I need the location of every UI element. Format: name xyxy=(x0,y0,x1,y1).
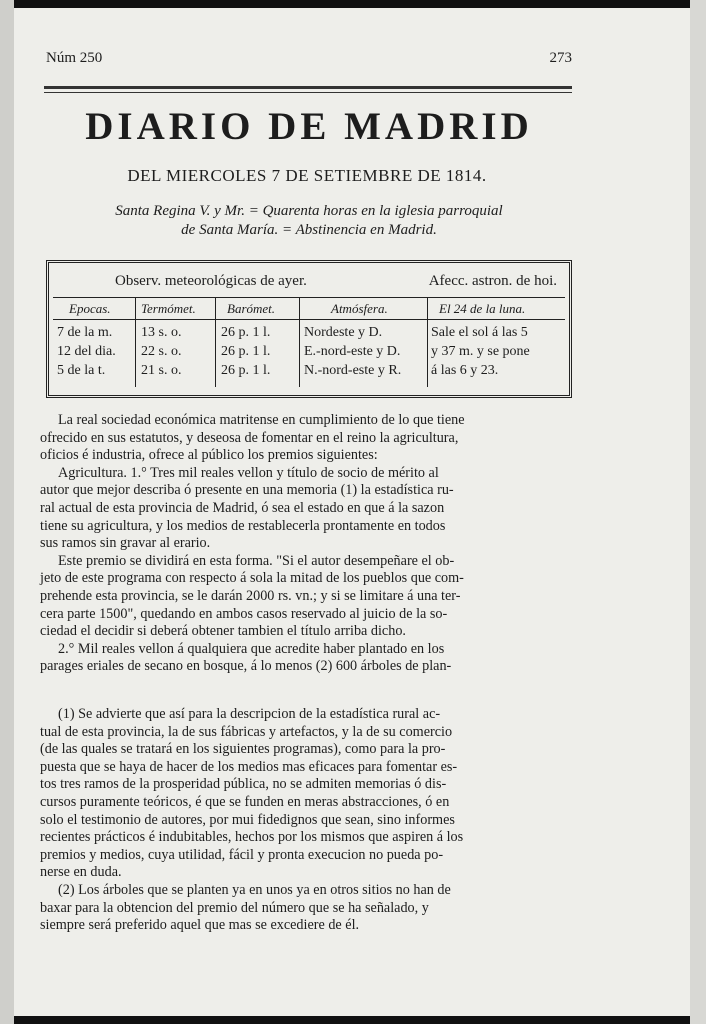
column-divider xyxy=(299,297,300,387)
saints-line: Santa Regina V. y Mr. = Quarenta horas en la iglesia parroquial xyxy=(115,203,503,219)
astro-title: Afecc. astron. de hoi. xyxy=(428,273,557,289)
cell-atm: E.-nord-este y D. xyxy=(304,344,401,359)
footnote-line: puesta que se haya de hacer de los medios mas eficaces para fomentar es- xyxy=(40,758,458,775)
cell-term: 21 s. o. xyxy=(141,363,182,378)
saints-of-day xyxy=(44,202,574,240)
body-line: ral actual de esta provincia de Madrid, ó sea el estado en que á la sazon xyxy=(40,499,445,516)
masthead-title: DIARIO DE MADRID xyxy=(85,105,533,148)
col-header-atmosfera: Atmósfera. xyxy=(331,301,388,316)
footnotes xyxy=(40,706,574,935)
cell-barom: 26 p. 1 l. xyxy=(221,363,271,378)
header-rule-thick xyxy=(44,86,572,89)
body-line: autor que mejor describa ó presente en una memoria (1) la estadística ru- xyxy=(40,482,454,499)
footnote-line: baxar para la obtencion del premio del número que se ha señalado, y xyxy=(40,899,429,916)
footnote-line: premios y medios, cuya utilidad, fácil y pronta execucion no pueda po- xyxy=(40,846,444,863)
body-line: 2.° Mil reales vellon á qualquiera que acredite haber plantado en los xyxy=(58,640,445,657)
col-header-epocas: Epocas. xyxy=(69,301,111,316)
cell-term: 13 s. o. xyxy=(141,325,182,340)
cell-barom: 26 p. 1 l. xyxy=(221,325,271,340)
body-line: Agricultura. 1.° Tres mil reales vellon y título de socio de mérito al xyxy=(58,464,439,481)
col-header-luna: El 24 de la luna. xyxy=(439,301,526,316)
footnote-line: recientes prácticos é indubitables, hechos por los mismos que aspiren á los xyxy=(40,829,464,846)
col-header-barometro: Barómet. xyxy=(227,301,276,316)
left-page-edge xyxy=(0,0,14,1024)
footnote-line: nerse en duda. xyxy=(40,864,122,881)
body-line: cera parte 1500", quedando en ambos casos reservado al juicio de la so- xyxy=(40,605,448,622)
col-header-termometro: Termómet. xyxy=(141,301,196,316)
footnote-line: (de las quales se tratará en los siguientes programas), como para la pro- xyxy=(40,741,446,758)
footnote-line: solo el testimonio de autores, por mui fidedignos que sean, sino informes xyxy=(40,811,455,828)
cell-astro: y 37 m. y se pone xyxy=(431,344,530,359)
body-line: parages eriales de secano en bosque, á lo menos (2) 600 árboles de plan- xyxy=(40,658,452,675)
weather-table xyxy=(46,260,572,398)
column-divider xyxy=(135,297,136,387)
page-number: 273 xyxy=(549,50,572,66)
right-page-edge xyxy=(690,0,706,1024)
cell-epoca: 7 de la m. xyxy=(57,325,113,340)
weather-title: Observ. meteorológicas de ayer. xyxy=(115,273,307,289)
body-line: jeto de este programa con respecto á sola la mitad de los pueblos que com- xyxy=(40,570,464,587)
body-line: prehende esta provincia, se le darán 2000 rs. vn.; y si se limitare á una ter- xyxy=(40,587,461,604)
table-divider xyxy=(53,297,565,298)
header-rule-thin xyxy=(44,92,572,93)
cell-barom: 26 p. 1 l. xyxy=(221,344,271,359)
cell-epoca: 12 del dia. xyxy=(57,344,116,359)
body-line: ofrecido en sus estatutos, y deseosa de fomentar en el reino la agricultura, xyxy=(40,429,459,446)
cell-atm: Nordeste y D. xyxy=(304,325,383,340)
cell-epoca: 5 de la t. xyxy=(57,363,106,378)
footnote-line: (1) Se advierte que así para la descripcion de la estadística rural ac- xyxy=(58,706,441,722)
body-line: oficios é industria, ofrece al público los premios siguientes: xyxy=(40,447,378,464)
issue-number: Núm 250 xyxy=(46,50,103,66)
column-divider xyxy=(427,297,428,387)
footnote-line: (2) Los árboles que se planten ya en unos ya en otros sitios no han de xyxy=(58,881,451,898)
footnote-line: siempre será preferido aquel que mas se excediere de él. xyxy=(40,917,360,934)
table-divider xyxy=(53,319,565,320)
body-line: sus ramos sin gravar al erario. xyxy=(40,535,211,552)
body-line: Este premio se dividirá en esta forma. "Si el autor desempeñare el ob- xyxy=(58,552,455,569)
body-line: tiene su agricultura, y los medios de restablecerla prontamente en todos xyxy=(40,517,446,534)
cell-astro: á las 6 y 23. xyxy=(431,363,499,378)
article-body xyxy=(40,412,574,676)
footnote-line: tos tres ramos de la prosperidad pública, no se admiten memorias ó dis- xyxy=(40,776,447,793)
date-line: DEL MIERCOLES 7 DE SETIEMBRE DE 1814. xyxy=(127,166,487,185)
footnote-line: cursos puramente teóricos, é que se funden en meras abstracciones, ó en xyxy=(40,793,450,810)
body-line: La real sociedad económica matritense en cumplimiento de lo que tiene xyxy=(58,412,465,428)
cell-term: 22 s. o. xyxy=(141,344,182,359)
column-divider xyxy=(215,297,216,387)
footnote-line: tual de esta provincia, la de sus fábricas y artefactos, y la de su comercio xyxy=(40,723,453,740)
cell-atm: N.-nord-este y R. xyxy=(304,363,402,378)
cell-astro: Sale el sol á las 5 xyxy=(431,325,528,340)
body-line: ciedad el decidir si deberá obtener tambien el título arriba dicho. xyxy=(40,623,406,640)
saints-line: de Santa María. = Abstinencia en Madrid. xyxy=(181,222,437,238)
